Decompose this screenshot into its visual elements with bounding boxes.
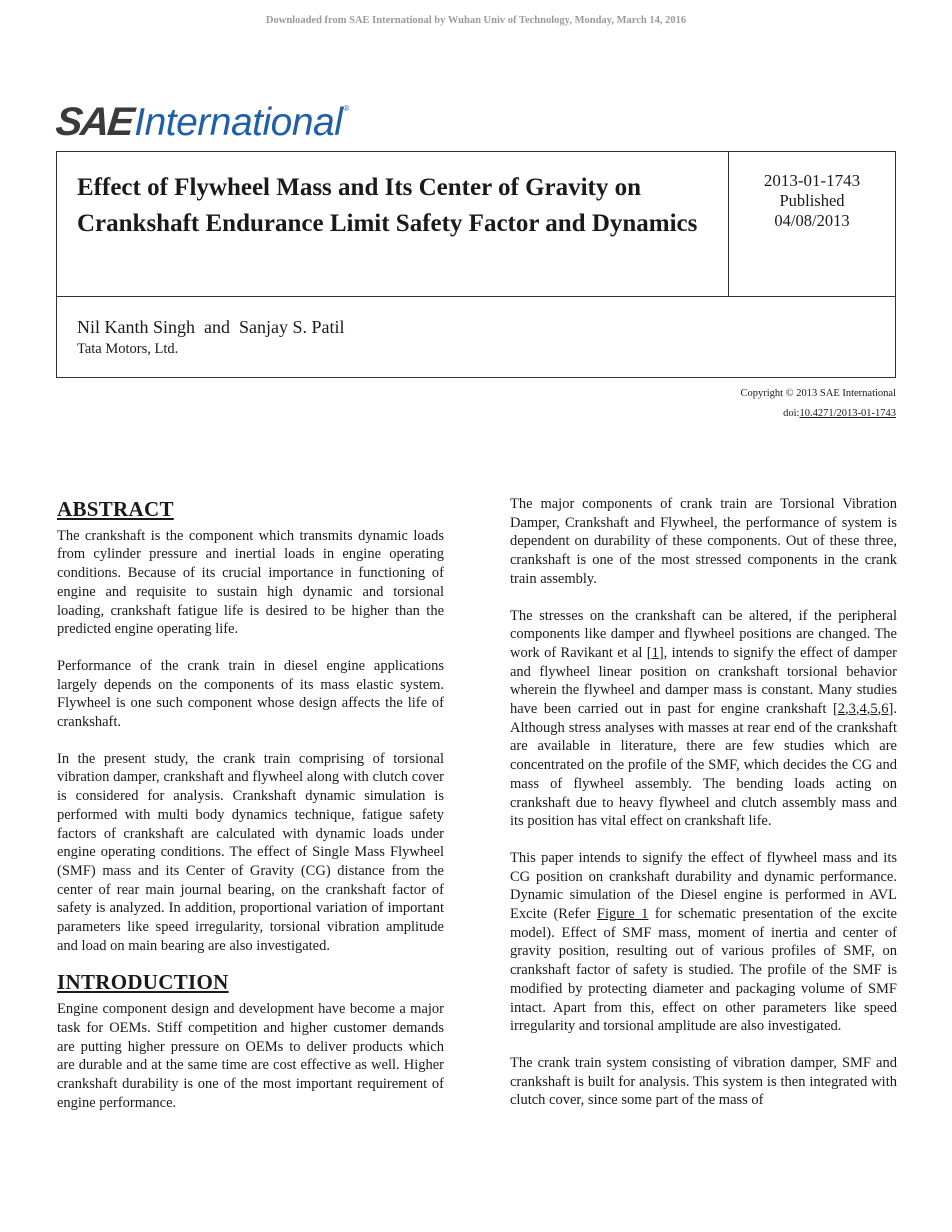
authors: Nil Kanth Singh and Sanjay S. Patil [77,317,345,337]
doi-link[interactable]: 10.4271/2013-01-1743 [799,408,896,419]
abstract-heading: ABSTRACT [57,497,174,521]
doi-label: doi: [783,408,800,419]
title-cell [57,152,729,297]
paper-meta-cell [729,152,895,297]
abstract-paragraph: The crankshaft is the component which transmits dynamic loads from cylinder pressure and inertial loads in engine operating conditions. Because of its crucial importance in functioning of engine and requisite to sustain high dynamic and torsional loading, crankshaft fatigue life is desired to be higher than the predicted engine operating life. [57,527,444,638]
published-date: 04/08/2013 [774,211,850,230]
body-paragraph: The crank train system consisting of vibration damper, SMF and crankshaft is built for analysis. This system is then integrated with clutch cover, since some part of the mass of [510,1054,897,1109]
introduction-paragraph: Engine component design and development have become a major task for OEMs. Stiff competition and higher customer demands are putting higher pressure on OEMs to deliver products which are durable and at the same time are cost effective as well. Higher crankshaft durability is one of the most important requirement of engine performance. [57,1001,444,1111]
affiliation: Tata Motors, Ltd. [77,341,179,357]
body-paragraph: This paper intends to signify the effect of flywheel mass and its CG position on crankshaft durability and dynamic performance. Dynamic simulation of the Diesel engine is performed in AVL Excite (Refer Figure 1 for schematic presentation of the excite model). Effect of SMF mass, moment of inertia and center of gravity position, resulting out of various profiles of SMF, on crankshaft factor of safety is studied. The profile of the SMF is modified by protecting diameter and packaging volume of SMF intact. Apart from this, effect on other parameters like speed irregularity and torsional amplitude are also investigated. [510,849,897,1035]
download-note: Downloaded from SAE International by Wuhan Univ of Technology, Monday, March 14, 2016 [265,15,687,26]
abstract-paragraph: Performance of the crank train in diesel engine applications largely depends on the components of its mass elastic system. Flywheel is one such component whose design affects the life of crankshaft. [57,657,444,731]
reference-link[interactable]: 3 [848,701,856,718]
left-column [57,497,444,1130]
logo-international-text: International [134,101,343,144]
paper-header-box [56,151,896,378]
logo-sae-text: SAE [53,100,135,144]
body-paragraph: The major components of crank train are Torsional Vibration Damper, Crankshaft and Flywheel, the performance of system is dependent on durability of these components. Out of these three, crankshaft is one of the most stressed components in the crank train assembly. [510,496,897,587]
reference-link[interactable]: 6 [881,701,889,718]
paper-number: 2013-01-1743 [763,171,861,190]
figure-link[interactable]: Figure 1 [596,906,649,923]
body-paragraph: The stresses on the crankshaft can be altered, if the peripheral components like damper and flywheel positions are changed. The work of Ravikant et al [1], intends to signify the effect of damper and flywheel linear position on crankshaft torsional behavior wherein the flywheel and damper mass is constant. Many studies have been carried out in past for engine crankshaft [2,3,4,5,6]. Although stress analyses with masses at rear end of the crankshaft are available in literature, there are few studies which are concentrated on the profile of the SMF, which decides the CG and mass of flywheel assembly. The bending loads acting on crankshaft due to heavy flywheel and clutch assembly mass and its position has vital effect on crankshaft life. [510,607,897,830]
copyright-notice: Copyright © 2013 SAE International [740,388,896,399]
right-column [510,495,897,1128]
doi-line [783,408,896,419]
logo-registered-mark: ® [343,104,350,113]
introduction-heading: INTRODUCTION [57,970,229,995]
reference-link[interactable]: 5 [870,701,878,718]
reference-link[interactable]: 2 [837,701,846,718]
paper-title: Effect of Flywheel Mass and Its Center of Gravity on Crankshaft Endurance Limit Safety Factor and Dynamics [77,174,698,237]
reference-link[interactable]: 1 [651,644,659,661]
abstract-paragraph: In the present study, the crank train comprising of torsional vibration damper, crankshaft and flywheel along with clutch cover is considered for analysis. Crankshaft dynamic simulation is performed with multi body dynamics technique, fatigue safety factors of crankshaft are calculated with dynamic loads under engine operating conditions. The effect of Single Mass Flywheel (SMF) mass and its Center of Gravity (CG) distance from the center of rear main journal bearing, on the crankshaft factor of safety is analyzed. In addition, proportional variation of important parameters like speed irregularity, torsional vibration amplitude and load on main bearing are also investigated. [57,750,444,954]
reference-link[interactable]: 4 [859,701,867,718]
authors-cell [57,297,895,377]
published-label: Published [779,191,845,210]
sae-international-logo [53,100,350,146]
